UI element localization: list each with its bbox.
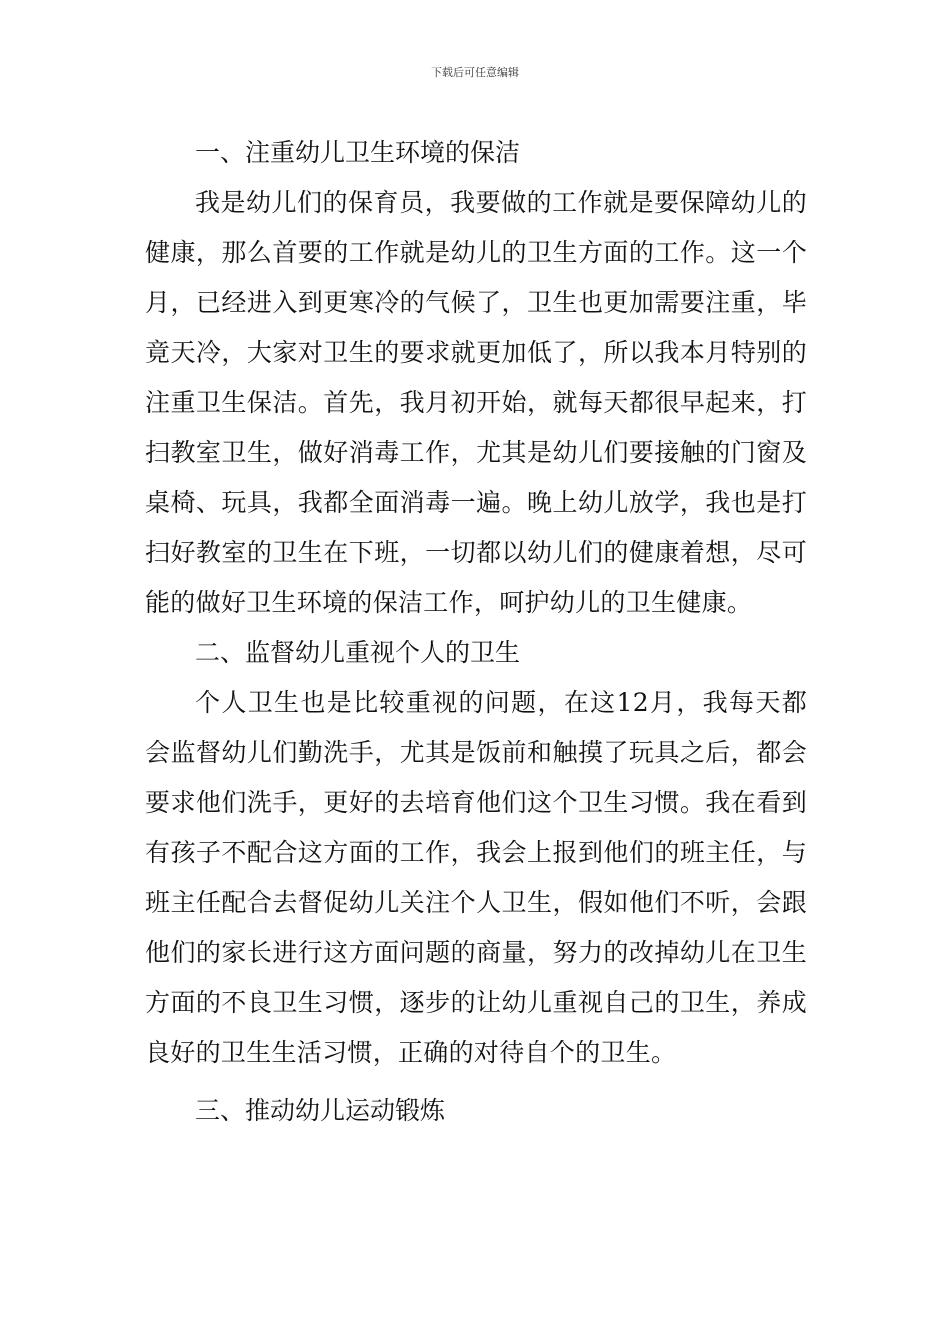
section-heading-2: 二、监督幼儿重视个人的卫生 xyxy=(195,638,521,667)
section-heading-1: 一、注重幼儿卫生环境的保洁 xyxy=(195,138,521,167)
section-paragraph-1: 我是幼儿们的保育员，我要做的工作就是要保障幼儿的健康，那么首要的工作就是幼儿的卫生方面的工作。这一个月，已经进入到更寒冷的气候了，卫生也更加需要注重，毕竟天冷，大家对卫生的要求就更加低了，所以我本月特别的注重卫生保洁。首先，我月初开始，就每天都很早起来，打扫教室卫生，做好消毒工作，尤其是幼儿们要接触的门窗及桌椅、玩具，我都全面消毒一遍。晚上幼儿放学，我也是打扫好教室的卫生在下班，一切都以幼儿们的健康着想，尽可能的做好卫生环境的保洁工作，呵护幼儿的卫生健康。 xyxy=(145,188,807,617)
document-body xyxy=(145,128,807,1136)
header-note: 下载后可任意编辑 xyxy=(431,66,519,79)
section-heading-3: 三、推动幼儿运动锻炼 xyxy=(195,1096,446,1125)
section-paragraph-2: 个人卫生也是比较重视的问题，在这12月，我每天都会监督幼儿们勤洗手，尤其是饭前和触摸了玩具之后，都会要求他们洗手，更好的去培育他们这个卫生习惯。我在看到有孩子不配合这方面的工作，我会上报到他们的班主任，与班主任配合去督促幼儿关注个人卫生，假如他们不听，会跟他们的家长进行这方面问题的商量，努力的改掉幼儿在卫生方面的不良卫生习惯，逐步的让幼儿重视自己的卫生，养成良好的卫生生活习惯，正确的对待自个的卫生。 xyxy=(145,688,807,1067)
